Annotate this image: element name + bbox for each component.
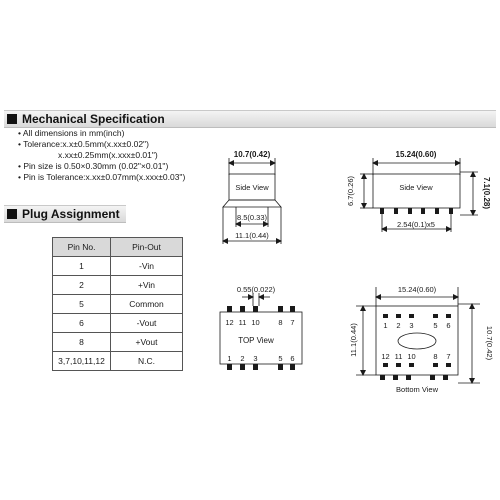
pin-function: N.C.: [111, 352, 183, 371]
pin-label: 11: [238, 318, 247, 327]
pin-number: 8: [53, 333, 111, 352]
side-view-label: Side View: [235, 183, 269, 192]
col-header-pin-no: Pin No.: [53, 238, 111, 257]
pin-function: +Vin: [111, 276, 183, 295]
bottom-view-pins: [380, 314, 451, 380]
pin-row: [223, 200, 281, 207]
pin-label: 8: [433, 352, 438, 361]
spec-note: x.xx±0.25mm(x.xxx±0.01"): [58, 150, 158, 160]
dim-height-left: 6.7(0.26): [346, 175, 355, 207]
mechanical-spec-title: Mechanical Specification: [22, 112, 165, 126]
pin-number: 5: [53, 295, 111, 314]
pin-label: 1: [227, 354, 232, 363]
dim-pin-width: 0.55(0.022): [236, 285, 276, 294]
pin-label: 8: [278, 318, 283, 327]
pin-label: 12: [225, 318, 234, 327]
pin-label: 3: [253, 354, 258, 363]
spec-note: • Pin is Tolerance:x.xx±0.07mm(x.xxx±0.03"): [18, 172, 186, 182]
pin-label: 10: [251, 318, 260, 327]
plug-assignment-title: Plug Assignment: [22, 207, 120, 221]
pin-label: 12: [381, 352, 390, 361]
pin-label: 11: [394, 352, 403, 361]
dim-height-right: 10.7(0.42): [485, 325, 494, 361]
pin-number: 1: [53, 257, 111, 276]
pin-label: 5: [278, 354, 283, 363]
pin-label: 2: [240, 354, 245, 363]
module-outline: [376, 306, 458, 375]
pin-label: 3: [409, 321, 414, 330]
pin-number: 6: [53, 314, 111, 333]
side-pins: [380, 208, 453, 214]
spec-note: • Tolerance:x.x±0.5mm(x.xx±0.02"): [18, 139, 149, 149]
bottom-view-label: Bottom View: [396, 385, 438, 394]
dim-height-left: 11.1(0.44): [349, 323, 358, 357]
pin-function: +Vout: [111, 333, 183, 352]
dim-width-bottom: 11.1(0.44): [235, 231, 269, 240]
top-view-label: TOP View: [238, 336, 274, 345]
dim-pitch: 2.54(0.1)x5: [397, 220, 435, 229]
spec-note: • Pin size is 0.50×0.30mm (0.02"×0.01"): [18, 161, 169, 171]
pin-label: 7: [290, 318, 295, 327]
bottom-view: [356, 287, 480, 383]
pin-label: 6: [290, 354, 295, 363]
pin-function: Common: [111, 295, 183, 314]
spec-note: • All dimensions in mm(inch): [18, 128, 125, 138]
dim-length-top: 15.24(0.60): [397, 285, 437, 294]
pin-label: 7: [446, 352, 451, 361]
col-header-pin-out: Pin-Out: [111, 238, 183, 257]
bottom-window: [398, 333, 436, 349]
dim-height-right: 7.1(0.28): [482, 176, 491, 210]
dim-width-mid: 8.5(0.33): [236, 213, 268, 222]
side-view-label: Side View: [399, 183, 433, 192]
pin-number: 2: [53, 276, 111, 295]
pin-label: 5: [433, 321, 438, 330]
pin-function: -Vout: [111, 314, 183, 333]
pin-label: 6: [446, 321, 451, 330]
pin-label: 10: [407, 352, 416, 361]
pin-label: 1: [383, 321, 388, 330]
pin-label: 2: [396, 321, 401, 330]
pin-number: 3,7,10,11,12: [53, 352, 111, 371]
dim-width-top: 10.7(0.42): [233, 150, 271, 159]
pin-function: -Vin: [111, 257, 183, 276]
dim-length-top: 15.24(0.60): [395, 150, 437, 159]
